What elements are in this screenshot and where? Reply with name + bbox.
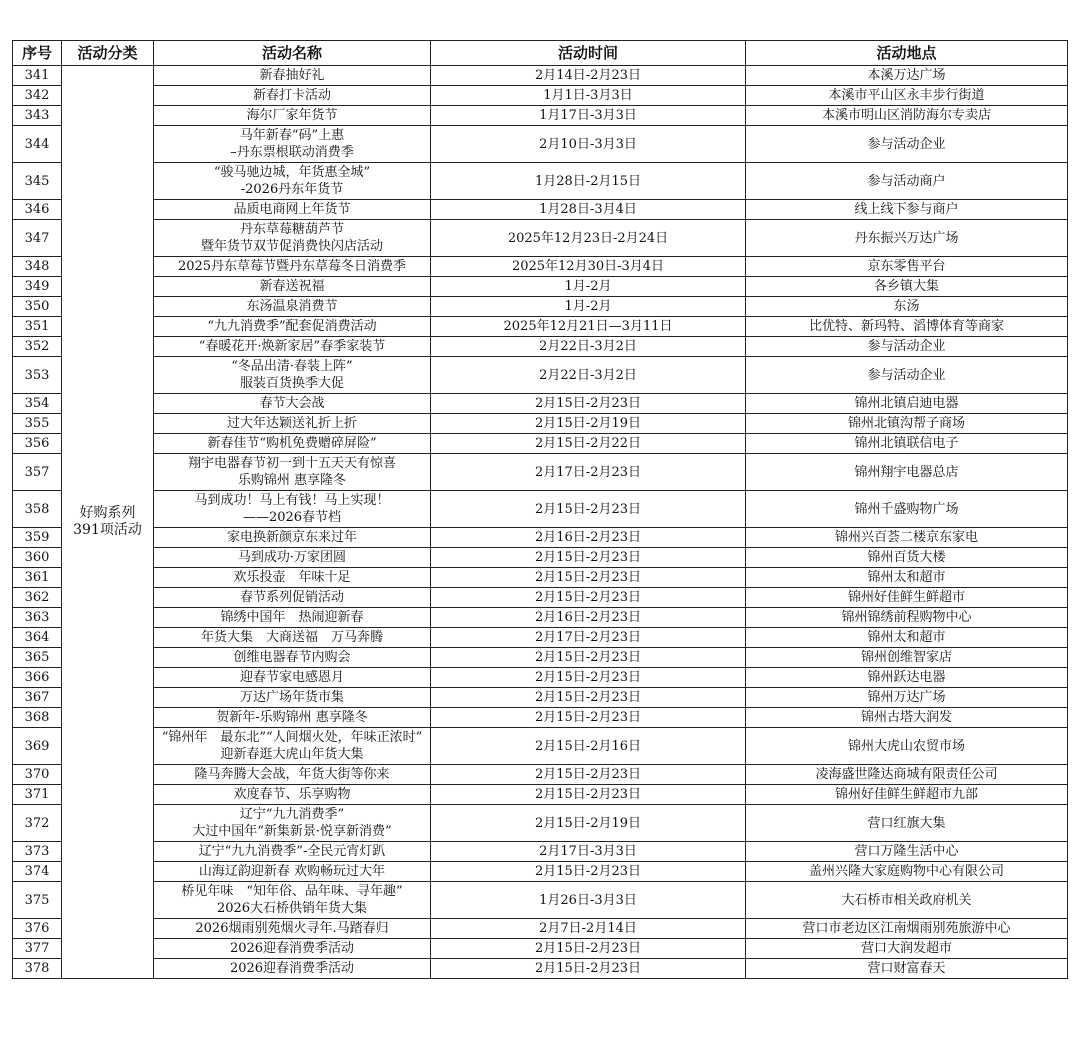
row-number: 361 — [13, 568, 62, 588]
table-row — [13, 257, 1068, 277]
row-number: 342 — [13, 86, 62, 106]
activity-name-line: 春节系列促销活动 — [239, 590, 344, 605]
activity-place: 锦州万达广场 — [746, 688, 1068, 708]
activity-name — [154, 414, 431, 434]
activity-name-line: 海尔厂家年货节 — [246, 108, 338, 123]
table-row — [13, 785, 1068, 805]
activity-time: 2月16日-2月23日 — [431, 528, 746, 548]
category-line: 好购系列 — [79, 505, 136, 521]
row-number: 346 — [13, 200, 62, 220]
header-name: 活动名称 — [154, 41, 431, 66]
activity-time: 2月15日-2月23日 — [431, 708, 746, 728]
row-number: 344 — [13, 126, 62, 163]
activity-place: 营口大润发超市 — [746, 939, 1068, 959]
activity-name-line: ——2026春节档 — [242, 510, 342, 525]
activity-time: 2月15日-2月22日 — [431, 434, 746, 454]
activity-time: 1月1日-3月3日 — [431, 86, 746, 106]
activity-time: 2月15日-2月16日 — [431, 728, 746, 765]
activity-place: 锦州百货大楼 — [746, 548, 1068, 568]
activity-name-line: 创维电器春节内购会 — [233, 650, 351, 665]
table-row — [13, 648, 1068, 668]
activity-time: 2月15日-2月19日 — [431, 805, 746, 842]
activity-time: 2月15日-2月23日 — [431, 959, 746, 979]
activity-name — [154, 785, 431, 805]
row-number: 345 — [13, 163, 62, 200]
activity-name-line: 桥见年味 “知年俗、品年味、寻年趣” — [181, 884, 403, 899]
activity-place: 本溪市平山区永丰步行街道 — [746, 86, 1068, 106]
activity-time: 2月15日-2月23日 — [431, 588, 746, 608]
table-row — [13, 414, 1068, 434]
table-row — [13, 882, 1068, 919]
activity-time: 2025年12月23日-2月24日 — [431, 220, 746, 257]
table-row — [13, 434, 1068, 454]
row-number: 353 — [13, 357, 62, 394]
activity-place: 锦州锦绣前程购物中心 — [746, 608, 1068, 628]
row-number: 365 — [13, 648, 62, 668]
activity-name — [154, 163, 431, 200]
activity-place: 京东零售平台 — [746, 257, 1068, 277]
activity-place: 锦州太和超市 — [746, 628, 1068, 648]
activity-place: 凌海盛世隆达商城有限责任公司 — [746, 765, 1068, 785]
row-number: 351 — [13, 317, 62, 337]
activity-name-line: 翔宇电器春节初一到十五天天有惊喜 — [187, 456, 396, 471]
activity-time: 2月15日-2月23日 — [431, 939, 746, 959]
activity-time: 2月15日-2月23日 — [431, 394, 746, 414]
row-number: 347 — [13, 220, 62, 257]
header-time: 活动时间 — [431, 41, 746, 66]
activity-time: 2月15日-2月19日 — [431, 414, 746, 434]
activity-time: 2月17日-2月23日 — [431, 454, 746, 491]
activity-name — [154, 628, 431, 648]
activity-name — [154, 939, 431, 959]
activity-place: 参与活动企业 — [746, 126, 1068, 163]
row-number: 350 — [13, 297, 62, 317]
activity-name-line: 锦绣中国年 热闹迎新春 — [220, 610, 364, 625]
table-row — [13, 394, 1068, 414]
activity-place: 锦州北镇联信电子 — [746, 434, 1068, 454]
activity-time: 2月15日-2月23日 — [431, 862, 746, 882]
activity-name — [154, 708, 431, 728]
activity-name — [154, 608, 431, 628]
activity-name — [154, 959, 431, 979]
activity-place: 本溪万达广场 — [746, 66, 1068, 86]
row-number: 359 — [13, 528, 62, 548]
activity-name-line: “九九消费季”配套促消费活动 — [207, 319, 377, 334]
category-cell — [62, 66, 154, 979]
activity-name — [154, 648, 431, 668]
table-body — [13, 66, 1068, 979]
table-row — [13, 688, 1068, 708]
table-row — [13, 842, 1068, 862]
activity-name-line: 2026大石桥供销年货大集 — [216, 901, 368, 916]
activity-time: 1月26日-3月3日 — [431, 882, 746, 919]
activity-name-line: 马到成功·万家团圆 — [237, 550, 347, 565]
activity-time: 1月28日-2月15日 — [431, 163, 746, 200]
activity-place: 锦州兴百荟二楼京东家电 — [746, 528, 1068, 548]
row-number: 341 — [13, 66, 62, 86]
activity-name-line: 山海辽韵迎新春 欢购畅玩过大年 — [198, 864, 386, 879]
activity-place: 锦州翔宇电器总店 — [746, 454, 1068, 491]
row-number: 348 — [13, 257, 62, 277]
table-row — [13, 588, 1068, 608]
activity-time: 2月15日-2月23日 — [431, 648, 746, 668]
activity-name-line: 2026迎春消费季活动 — [229, 941, 355, 956]
activity-name — [154, 337, 431, 357]
table-row — [13, 106, 1068, 126]
activity-name — [154, 588, 431, 608]
activity-time: 2025年12月21日—3月11日 — [431, 317, 746, 337]
table-row — [13, 939, 1068, 959]
row-number: 375 — [13, 882, 62, 919]
table-row — [13, 805, 1068, 842]
table-row — [13, 608, 1068, 628]
table-row — [13, 337, 1068, 357]
row-number: 362 — [13, 588, 62, 608]
activity-time: 2月22日-3月2日 — [431, 337, 746, 357]
row-number: 367 — [13, 688, 62, 708]
activity-name-line: 2026迎春消费季活动 — [229, 961, 355, 976]
activity-place: 参与活动企业 — [746, 357, 1068, 394]
activity-name — [154, 126, 431, 163]
activity-name-line: 欢乐投壶 年味十足 — [233, 570, 351, 585]
activity-name — [154, 220, 431, 257]
activity-name — [154, 491, 431, 528]
row-number: 373 — [13, 842, 62, 862]
row-number: 368 — [13, 708, 62, 728]
activity-name-line: 2026烟雨别苑烟火寻年.马踏春归 — [195, 921, 389, 936]
table-row — [13, 126, 1068, 163]
activity-time: 1月28日-3月4日 — [431, 200, 746, 220]
activity-name-line: 新春打卡活动 — [252, 88, 331, 103]
row-number: 369 — [13, 728, 62, 765]
activity-name — [154, 688, 431, 708]
activity-place: 锦州大虎山农贸市场 — [746, 728, 1068, 765]
activity-table — [12, 40, 1068, 979]
activity-place: 营口万隆生活中心 — [746, 842, 1068, 862]
activity-time: 2月7日-2月14日 — [431, 919, 746, 939]
table-row — [13, 86, 1068, 106]
activity-place: 锦州跃达电器 — [746, 668, 1068, 688]
activity-name-line: 隆马奔腾大会战，年货大街等你来 — [194, 767, 390, 782]
activity-time: 2月16日-2月23日 — [431, 608, 746, 628]
activity-name-line: 万达广场年货市集 — [239, 690, 344, 705]
activity-name-line: 辽宁“九九消费季”-全民元宵灯趴 — [198, 844, 386, 859]
activity-name — [154, 842, 431, 862]
activity-name — [154, 394, 431, 414]
table-row — [13, 220, 1068, 257]
activity-name-line: 暨年货节双节促消费快闪店活动 — [200, 239, 383, 254]
row-number: 352 — [13, 337, 62, 357]
activity-name-line: 欢度春节、乐享购物 — [233, 787, 351, 802]
activity-name-line: 辽宁“九九消费季” — [239, 807, 345, 822]
row-number: 357 — [13, 454, 62, 491]
table-row — [13, 200, 1068, 220]
activity-place: 比优特、新玛特、滔博体育等商家 — [746, 317, 1068, 337]
category-line: 391项活动 — [73, 522, 142, 538]
activity-place: 盖州兴隆大家庭购物中心有限公司 — [746, 862, 1068, 882]
activity-time: 2月22日-3月2日 — [431, 357, 746, 394]
activity-name — [154, 454, 431, 491]
activity-name — [154, 106, 431, 126]
row-number: 371 — [13, 785, 62, 805]
activity-time: 2月15日-2月23日 — [431, 785, 746, 805]
table-row — [13, 317, 1068, 337]
activity-name-line: 马到成功！马上有钱！马上实现！ — [194, 493, 390, 508]
activity-name — [154, 668, 431, 688]
activity-time: 2月10日-3月3日 — [431, 126, 746, 163]
table-row — [13, 708, 1068, 728]
table-row — [13, 668, 1068, 688]
activity-time: 2月15日-2月23日 — [431, 491, 746, 528]
row-number: 376 — [13, 919, 62, 939]
activity-name — [154, 862, 431, 882]
activity-time: 1月-2月 — [431, 297, 746, 317]
activity-name — [154, 200, 431, 220]
activity-time: 2月17日-2月23日 — [431, 628, 746, 648]
table-row — [13, 628, 1068, 648]
table-row — [13, 277, 1068, 297]
activity-name-line: 迎春节家电感恩月 — [239, 670, 344, 685]
activity-time: 2月17日-3月3日 — [431, 842, 746, 862]
row-number: 378 — [13, 959, 62, 979]
activity-name — [154, 805, 431, 842]
activity-place: 参与活动商户 — [746, 163, 1068, 200]
activity-name — [154, 568, 431, 588]
activity-time: 1月-2月 — [431, 277, 746, 297]
activity-name-line: 贺新年-乐购锦州 惠享隆冬 — [216, 710, 368, 725]
activity-name-line: 家电换新颜京东来过年 — [226, 530, 357, 545]
activity-name-line: “锦州年 最东北”“人间烟火处，年味正浓时” — [161, 730, 423, 745]
activity-name — [154, 66, 431, 86]
table-row — [13, 728, 1068, 765]
activity-name — [154, 765, 431, 785]
activity-name-line: 新春送祝福 — [259, 279, 325, 294]
activity-name — [154, 297, 431, 317]
table-row — [13, 919, 1068, 939]
activity-place: 东汤 — [746, 297, 1068, 317]
activity-time: 2月15日-2月23日 — [431, 568, 746, 588]
row-number: 343 — [13, 106, 62, 126]
activity-name-line: 大过中国年“新集新景·悦享新消费” — [192, 824, 392, 839]
activity-place: 锦州太和超市 — [746, 568, 1068, 588]
activity-name — [154, 257, 431, 277]
activity-name-line: “春暖花开·焕新家居”春季家装节 — [198, 339, 386, 354]
row-number: 349 — [13, 277, 62, 297]
activity-name-line: 新春佳节“购机免费赠碎屏险” — [207, 436, 377, 451]
activity-place: 线上线下参与商户 — [746, 200, 1068, 220]
activity-time: 2月15日-2月23日 — [431, 668, 746, 688]
activity-time: 2025年12月30日-3月4日 — [431, 257, 746, 277]
activity-name-line: 新春抽好礼 — [259, 68, 325, 83]
table-row — [13, 765, 1068, 785]
activity-name — [154, 728, 431, 765]
activity-name-line: –丹东票根联动消费季 — [230, 145, 354, 160]
activity-place: 营口红旗大集 — [746, 805, 1068, 842]
row-number: 363 — [13, 608, 62, 628]
activity-place: 各乡镇大集 — [746, 277, 1068, 297]
activity-place: 锦州古塔大润发 — [746, 708, 1068, 728]
activity-name — [154, 317, 431, 337]
activity-name-line: 迎新春逛大虎山年货大集 — [220, 747, 364, 762]
activity-place: 锦州北镇沟帮子商场 — [746, 414, 1068, 434]
activity-place: 营口市老边区江南烟雨别苑旅游中心 — [746, 919, 1068, 939]
activity-time: 2月15日-2月23日 — [431, 548, 746, 568]
activity-name-line: 过大年达颖送礼折上折 — [226, 416, 357, 431]
activity-time: 2月15日-2月23日 — [431, 765, 746, 785]
activity-name — [154, 86, 431, 106]
row-number: 354 — [13, 394, 62, 414]
activity-name-line: 2025丹东草莓节暨丹东草莓冬日消费季 — [177, 259, 407, 274]
activity-time: 2月15日-2月23日 — [431, 688, 746, 708]
activity-place: 参与活动企业 — [746, 337, 1068, 357]
header-place: 活动地点 — [746, 41, 1068, 66]
activity-name-line: 丹东草莓糖葫芦节 — [239, 222, 344, 237]
table-row — [13, 297, 1068, 317]
header-no: 序号 — [13, 41, 62, 66]
row-number: 356 — [13, 434, 62, 454]
activity-place: 丹东振兴万达广场 — [746, 220, 1068, 257]
activity-name-line: 年货大集 大商送福 万马奔腾 — [200, 630, 383, 645]
table-row — [13, 163, 1068, 200]
row-number: 360 — [13, 548, 62, 568]
header-category: 活动分类 — [62, 41, 154, 66]
activity-name — [154, 434, 431, 454]
activity-name-line: 服装百货换季大促 — [239, 376, 344, 391]
activity-name — [154, 548, 431, 568]
activity-name-line: 马年新春“码”上惠 — [239, 128, 345, 143]
activity-place: 锦州北镇启迪电器 — [746, 394, 1068, 414]
activity-place: 锦州创维智家店 — [746, 648, 1068, 668]
activity-name — [154, 357, 431, 394]
table-row — [13, 862, 1068, 882]
activity-place: 锦州好佳鲜生鲜超市九部 — [746, 785, 1068, 805]
activity-place: 锦州千盛购物广场 — [746, 491, 1068, 528]
row-number: 366 — [13, 668, 62, 688]
activity-place: 营口财富春天 — [746, 959, 1068, 979]
header-row — [13, 41, 1068, 66]
activity-place: 锦州好佳鲜生鲜超市 — [746, 588, 1068, 608]
activity-name — [154, 528, 431, 548]
activity-name-line: 品质电商网上年货节 — [233, 202, 351, 217]
row-number: 358 — [13, 491, 62, 528]
row-number: 377 — [13, 939, 62, 959]
activity-name — [154, 882, 431, 919]
table-row — [13, 548, 1068, 568]
activity-name — [154, 277, 431, 297]
activity-name-line: “骏马驰边城，年货惠全城” — [213, 165, 371, 180]
activity-place: 大石桥市相关政府机关 — [746, 882, 1068, 919]
activity-place: 本溪市明山区消防海尔专卖店 — [746, 106, 1068, 126]
activity-name-line: 东汤温泉消费节 — [246, 299, 338, 314]
activity-name-line: 春节大会战 — [259, 396, 325, 411]
activity-name — [154, 919, 431, 939]
activity-time: 2月14日-2月23日 — [431, 66, 746, 86]
table-row — [13, 568, 1068, 588]
table-row — [13, 528, 1068, 548]
row-number: 370 — [13, 765, 62, 785]
activity-name-line: “冬品出清·春装上阵” — [231, 359, 353, 374]
table-row — [13, 959, 1068, 979]
activity-name-line: 乐购锦州 惠享隆冬 — [237, 473, 347, 488]
table-row — [13, 454, 1068, 491]
row-number: 372 — [13, 805, 62, 842]
row-number: 364 — [13, 628, 62, 648]
table-row — [13, 491, 1068, 528]
activity-name-line: -2026丹东年货节 — [240, 182, 344, 197]
row-number: 355 — [13, 414, 62, 434]
table-row — [13, 357, 1068, 394]
activity-time: 1月17日-3月3日 — [431, 106, 746, 126]
row-number: 374 — [13, 862, 62, 882]
table-row — [13, 66, 1068, 86]
